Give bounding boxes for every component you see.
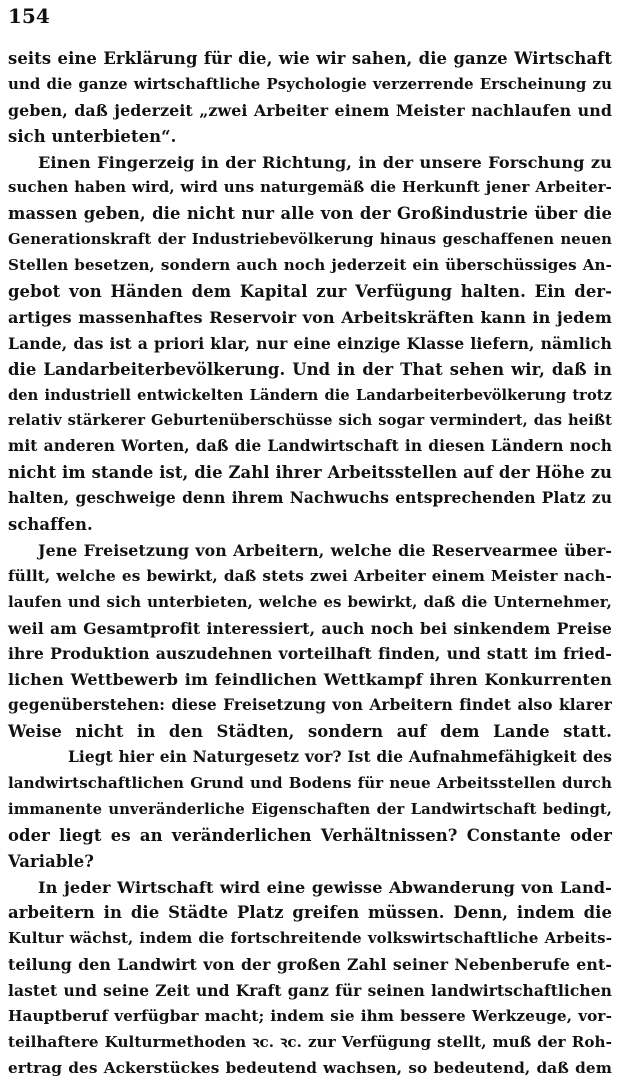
text-line: Hauptberuf verfügbar macht; indem sie ihm bessere Werkzeuge, vor- — [8, 1006, 612, 1025]
text-line: teilung den Landwirt von der großen Zahl seiner Nebenberufe ent- — [8, 955, 612, 975]
text-line: gebot von Händen dem Kapital zur Verfügung halten. Ein der- — [8, 282, 612, 302]
text-line: oder liegt es an veränderlichen Verhältnissen? Constante oder — [8, 825, 612, 845]
text-line: füllt, welche es bewirkt, daß stets zwei Arbeiter einem Meister nach- — [8, 566, 612, 585]
text-line: relativ stärkerer Geburtenüberschüsse sich sogar vermindert, das heißt — [8, 412, 612, 430]
text-line: In jeder Wirtschaft wird eine gewisse Abwanderung von Land- — [38, 877, 612, 897]
text-line: Jene Freisetzung von Arbeitern, welche die Reservearmee über- — [38, 540, 612, 560]
text-line: seits eine Erklärung für die, wie wir sahen, die ganze Wirtschaft — [8, 49, 612, 68]
text-line: suchen haben wird, wird uns naturgemäß die Herkunft jener Arbeiter- — [8, 178, 612, 197]
text-line: teilhaftere Kulturmethoden ꝛc. ꝛc. zur Verfügung stellt, muß der Roh- — [8, 1032, 612, 1051]
text-line: halten, geschweige denn ihrem Nachwuchs entsprechenden Platz zu — [8, 489, 612, 508]
text-line: landwirtschaftlichen Grund und Bodens für neue Arbeitsstellen durch — [8, 773, 612, 792]
text-line: massen geben, die nicht nur alle von der Großindustrie über die — [8, 204, 612, 224]
text-line: lastet und seine Zeit und Kraft ganz für seinen landwirtschaftlichen — [8, 981, 612, 1001]
text-line: Lande, das ist a priori klar, nur eine einzige Klasse liefern, nämlich — [8, 333, 612, 353]
text-line: schaffen. — [8, 515, 93, 535]
text-line: geben, daß jederzeit „zwei Arbeiter einem Meister nachlaufen und — [8, 100, 612, 120]
text-line: nicht im stande ist, die Zahl ihrer Arbeitsstellen auf der Höhe zu — [8, 463, 612, 483]
text-line: Stellen besetzen, sondern auch noch jederzeit ein überschüssiges An- — [8, 256, 612, 275]
text-line: immanente unveränderliche Eigenschaften der Landwirtschaft bedingt, — [8, 800, 612, 818]
text-line: den industriell entwickelten Ländern die Landarbeiterbevölkerung trotz — [8, 386, 612, 404]
text-line: Einen Fingerzeig in der Richtung, in der unsere Forschung zu — [38, 152, 612, 172]
text-line: Variable? — [8, 851, 94, 871]
text-line: artiges massenhaftes Reservoir von Arbeitskräften kann in jedem — [8, 307, 612, 327]
text-line: Kultur wächst, indem die fortschreitende volkswirtschaftliche Arbeits- — [8, 929, 612, 948]
text-line: Generationskraft der Industriebevölkerung hinaus geschaffenen neuen — [8, 231, 612, 249]
text-line: und die ganze wirtschaftliche Psychologie verzerrende Erscheinung zu — [8, 74, 612, 93]
text-line: Liegt hier ein Naturgesetz vor? Ist die Aufnahmefähigkeit des — [68, 748, 612, 767]
text-line: lichen Wettbewerb im feindlichen Wettkampf ihren Konkurrenten — [8, 670, 612, 690]
text-line: weil am Gesamtprofit interessiert, auch noch bei sinkendem Preise — [8, 618, 612, 638]
body-text — [8, 46, 612, 1082]
text-line: mit anderen Worten, daß die Landwirtschaft in diesen Ländern noch — [8, 437, 612, 456]
text-line: ihre Produktion auszudehnen vorteilhaft finden, und statt im fried- — [8, 644, 612, 664]
page-number: 154 — [8, 4, 50, 28]
text-line: laufen und sich unterbieten, welche es bewirkt, daß die Unternehmer, — [8, 592, 612, 611]
text-line: gegenüberstehen: diese Freisetzung von Arbeitern findet also klarer — [8, 696, 612, 715]
text-line: die Landarbeiterbevölkerung. Und in der That sehen wir, daß in — [8, 359, 612, 379]
text-line: Weise nicht in den Städten, sondern auf dem Lande statt. — [8, 722, 612, 742]
text-line: ertrag des Ackerstückes bedeutend wachsen, so bedeutend, daß dem — [8, 1058, 612, 1077]
text-line: sich unterbieten“. — [8, 126, 177, 146]
text-line: arbeitern in die Städte Platz greifen müssen. Denn, indem die — [8, 903, 612, 923]
